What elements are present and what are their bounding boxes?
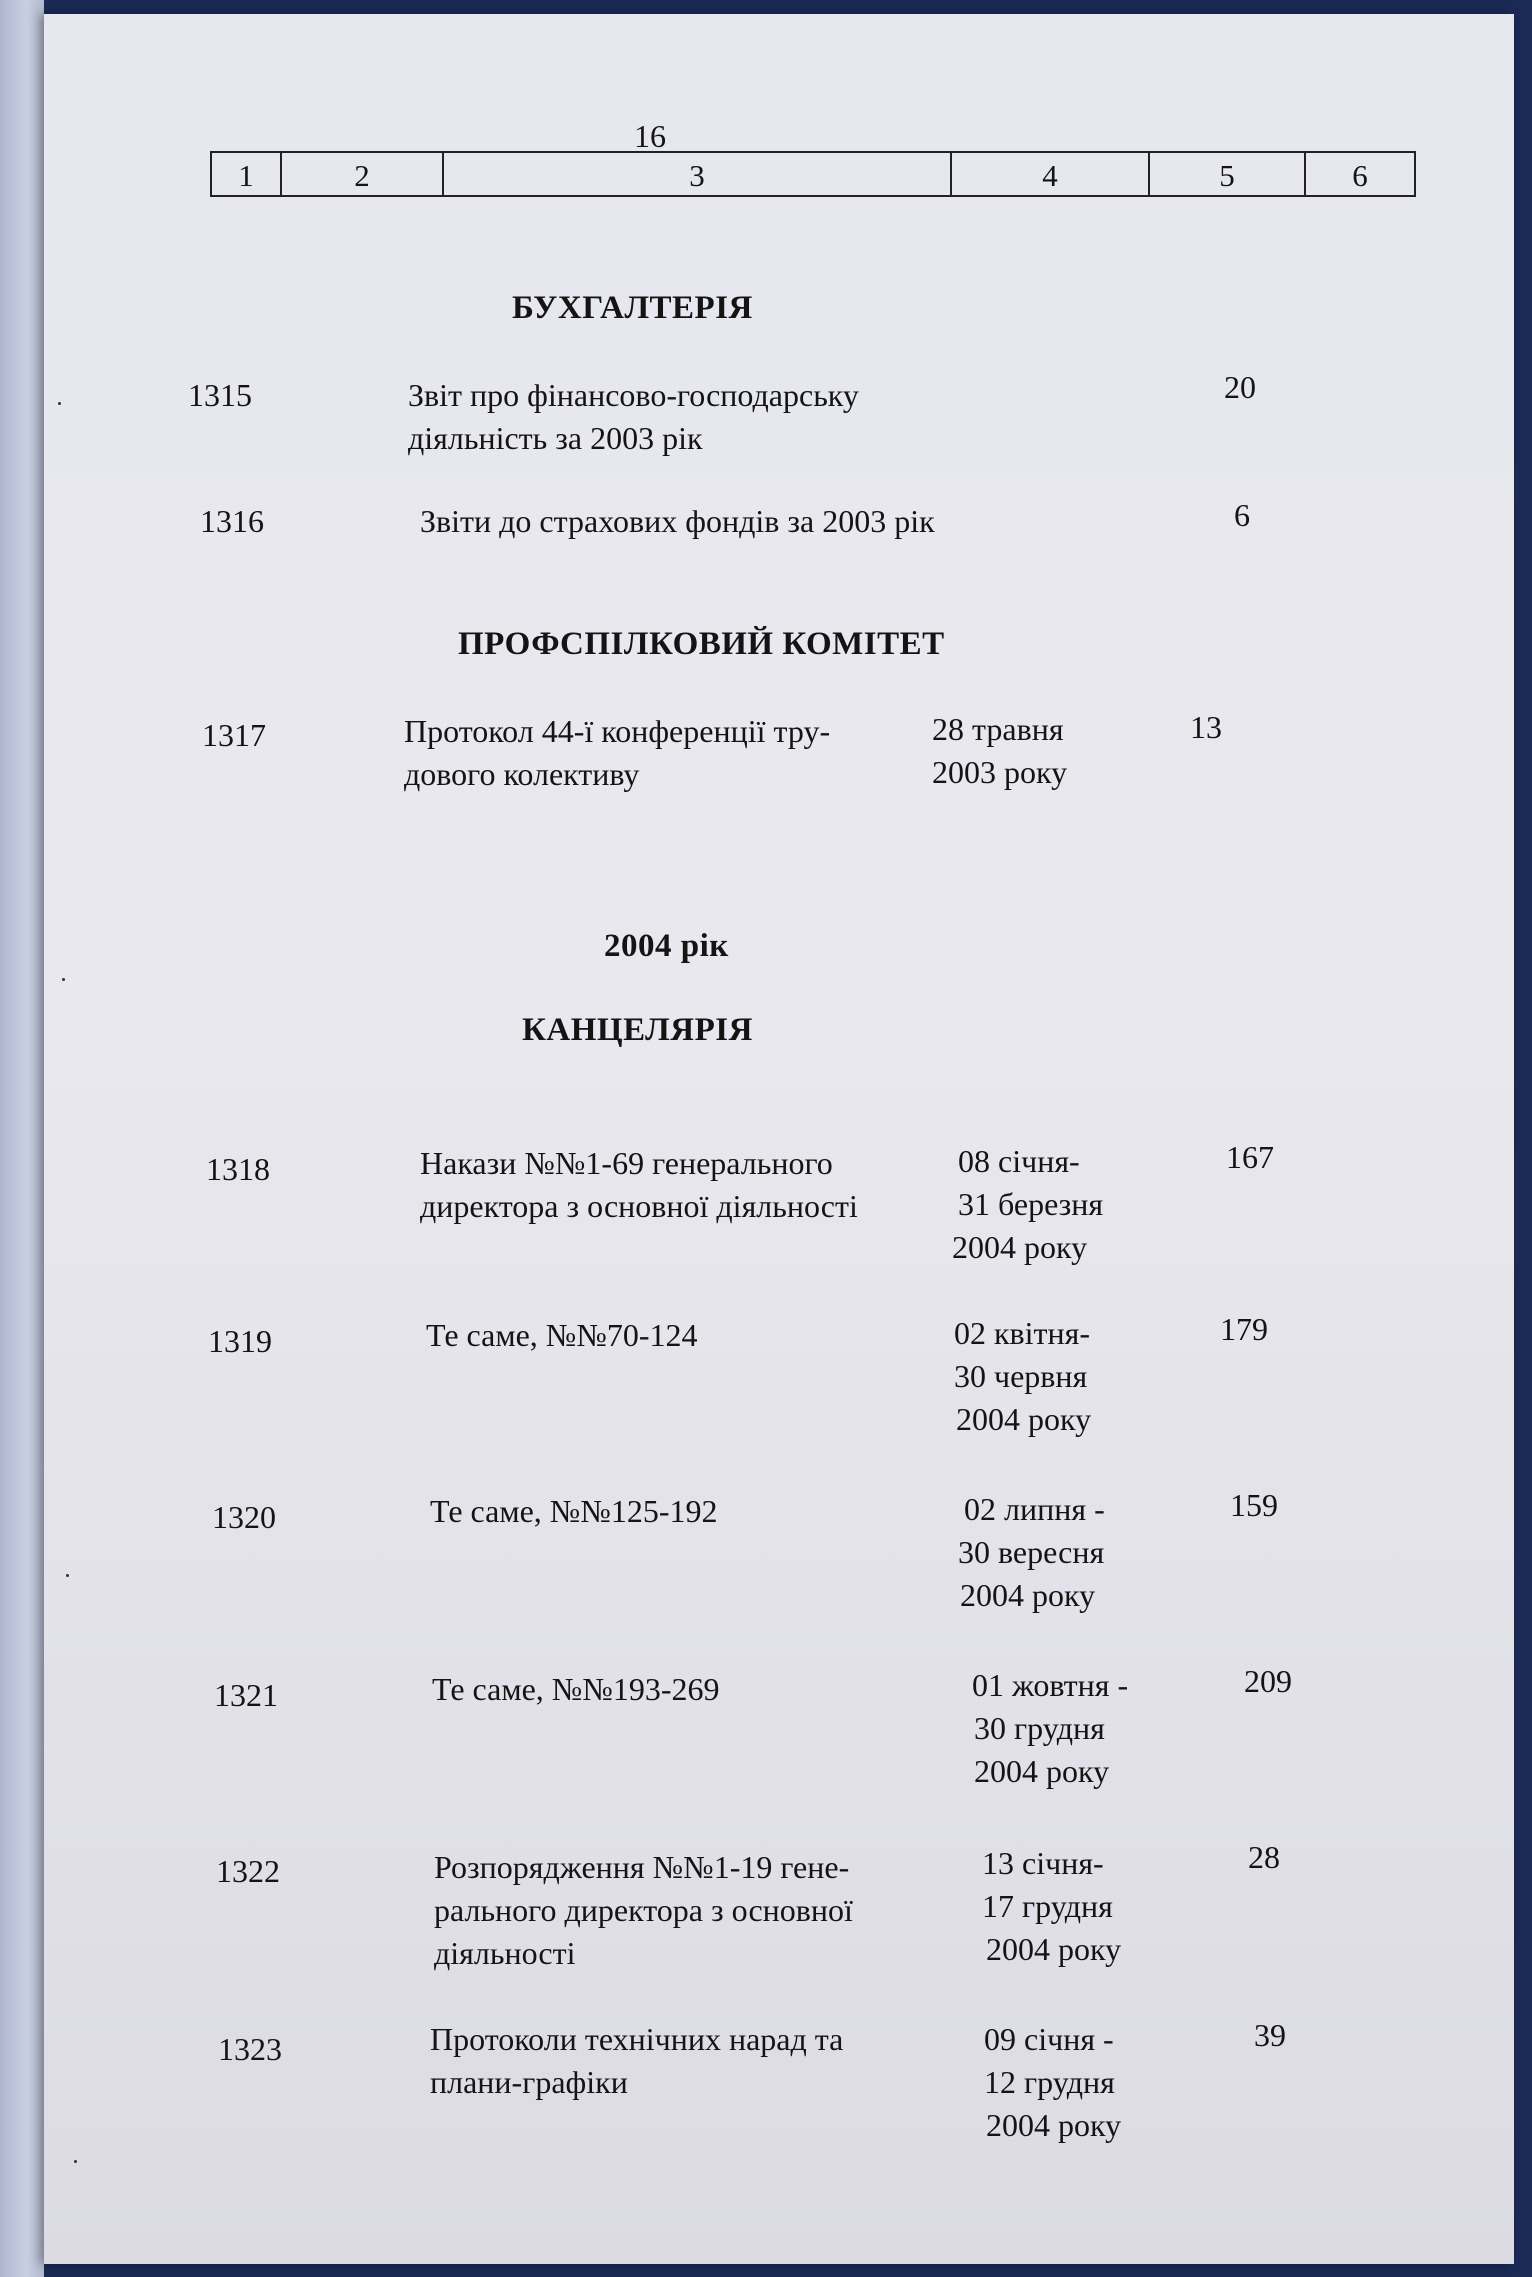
- record-date-line: 09 січня -: [984, 2021, 1114, 2057]
- record-date-line: 12 грудня: [984, 2064, 1115, 2100]
- record-number: 1321: [214, 1677, 278, 1713]
- record-number: 1317: [202, 717, 266, 753]
- record-date-line: 30 вересня: [958, 1534, 1105, 1570]
- record-title-line: Звіт про фінансово-господарську: [408, 377, 859, 413]
- record-title-line: Накази №№1-69 генерального: [420, 1145, 833, 1181]
- record-sheets: 13: [1190, 709, 1222, 745]
- record-title-line: Розпорядження №№1-19 гене-: [434, 1849, 850, 1885]
- record-date-line: 2004 року: [974, 1753, 1110, 1789]
- record-date-line: 30 червня: [954, 1358, 1088, 1394]
- record-sheets: 167: [1226, 1139, 1274, 1175]
- record-number: 1322: [216, 1853, 280, 1889]
- record-title-line: діяльності: [434, 1935, 576, 1971]
- column-header-cell: 5: [1150, 153, 1306, 195]
- column-header-cell: 4: [952, 153, 1150, 195]
- record-sheets: 159: [1230, 1487, 1278, 1523]
- column-header-cell: 1: [212, 153, 282, 195]
- record-date-line: 01 жовтня -: [972, 1667, 1129, 1703]
- year-heading: 2004 рік: [604, 928, 729, 964]
- record-title-line: Протоколи технічних нарад та: [430, 2021, 844, 2057]
- column-header-cell: 3: [444, 153, 952, 195]
- record-sheets: 209: [1244, 1663, 1292, 1699]
- record-date-line: 2004 року: [960, 1577, 1096, 1613]
- record-date-line: 28 травня: [932, 711, 1064, 747]
- record-title-line: Протокол 44-ї конференції тру-: [404, 713, 831, 749]
- page-number: 16: [634, 118, 666, 154]
- record-date-line: 30 грудня: [974, 1710, 1105, 1746]
- record-date-line: 13 січня-: [982, 1845, 1104, 1881]
- paper-speck: [66, 1574, 69, 1577]
- record-title-line: діяльність за 2003 рік: [408, 420, 703, 456]
- record-date-line: 02 квітня-: [954, 1315, 1091, 1351]
- record-sheets: 6: [1234, 497, 1250, 533]
- section-heading-trade-union: ПРОФСПІЛКОВИЙ КОМІТЕТ: [458, 626, 945, 662]
- record-date-line: 2004 року: [952, 1229, 1088, 1265]
- record-sheets: 39: [1254, 2017, 1286, 2053]
- record-title-line: плани-графіки: [430, 2064, 628, 2100]
- book-spine: [0, 0, 44, 2277]
- record-sheets: 28: [1248, 1839, 1280, 1875]
- record-date-line: 2004 року: [986, 2107, 1122, 2143]
- record-date-line: 08 січня-: [958, 1143, 1080, 1179]
- record-sheets: 179: [1220, 1311, 1268, 1347]
- record-date-line: 2003 року: [932, 754, 1068, 790]
- section-heading-chancellery: КАНЦЕЛЯРІЯ: [522, 1012, 753, 1048]
- column-header-table: [210, 151, 1416, 197]
- record-title-line: рального директора з основної: [434, 1892, 853, 1928]
- record-sheets: 20: [1224, 369, 1256, 405]
- record-title-line: дового колективу: [404, 756, 640, 792]
- column-header-cell: 6: [1352, 158, 1368, 193]
- record-number: 1320: [212, 1499, 276, 1535]
- paper-speck: [74, 2160, 77, 2163]
- record-title-line: Те саме, №№125-192: [430, 1493, 718, 1529]
- document-page: [44, 14, 1514, 2264]
- column-header-cell: 2: [282, 153, 444, 195]
- record-title-line: Звіти до страхових фондів за 2003 рік: [420, 503, 935, 539]
- record-title-line: Те саме, №№70-124: [426, 1317, 698, 1353]
- paper-speck: [62, 978, 65, 981]
- record-number: 1318: [206, 1151, 270, 1187]
- record-date-line: 2004 року: [956, 1401, 1092, 1437]
- record-number: 1319: [208, 1323, 272, 1359]
- record-number: 1316: [200, 503, 264, 539]
- record-title-line: директора з основної діяльності: [420, 1188, 858, 1224]
- record-number: 1315: [188, 377, 252, 413]
- paper-speck: [58, 402, 61, 405]
- record-date-line: 17 грудня: [982, 1888, 1113, 1924]
- record-date-line: 02 липня -: [964, 1491, 1105, 1527]
- record-date-line: 31 березня: [958, 1186, 1104, 1222]
- record-date-line: 2004 року: [986, 1931, 1122, 1967]
- record-number: 1323: [218, 2031, 282, 2067]
- record-title-line: Те саме, №№193-269: [432, 1671, 720, 1707]
- section-heading-accounting: БУХГАЛТЕРІЯ: [512, 290, 753, 326]
